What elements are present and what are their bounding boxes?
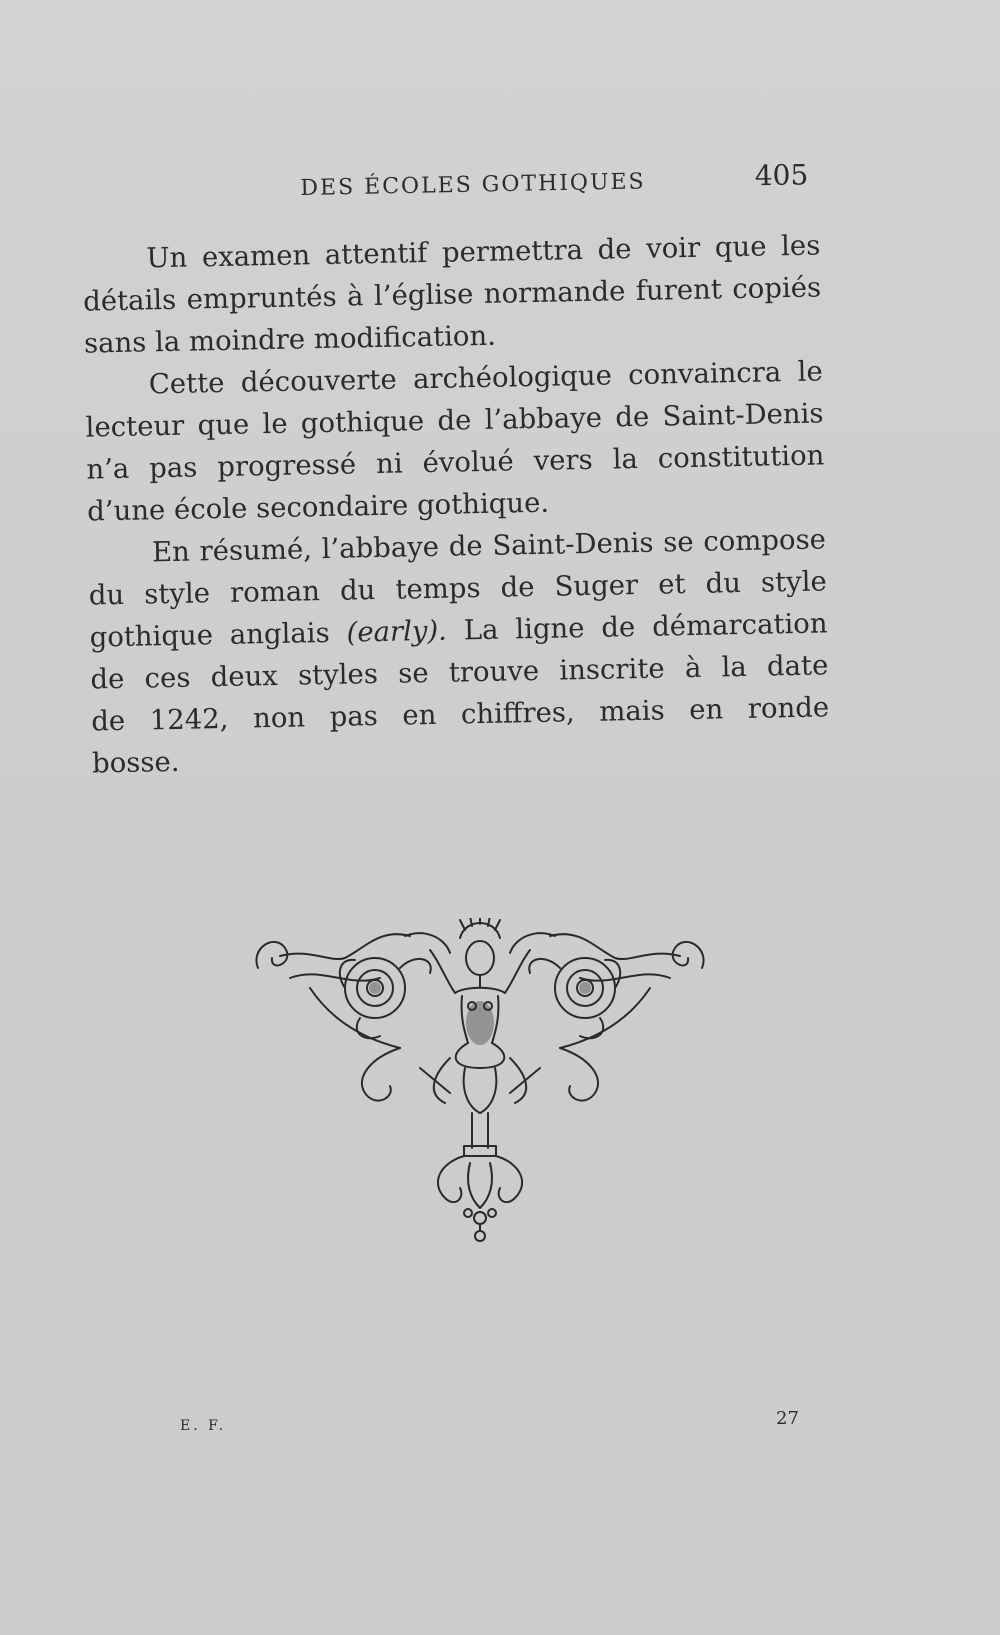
running-title: DES ÉCOLES GOTHIQUES [300, 169, 646, 201]
text-segment: La ligne de démarcation [446, 607, 828, 647]
text-line: de 1242, non pas en chiffres, mais en ronde [90, 691, 830, 738]
paragraph-3 [88, 518, 831, 784]
italic-term: (early). [346, 614, 448, 649]
paragraph-1 [82, 224, 822, 364]
text-line: lecteur que le gothique de l’abbaye de Saint-Denis [85, 397, 824, 444]
running-head [300, 158, 821, 208]
page-number: 405 [754, 158, 809, 193]
text-line: Cette découverte archéologique convaincra le [148, 355, 823, 401]
text-line: de ces deux styles se trouve inscrite à la date [90, 649, 829, 696]
text-line: d’une école secondaire gothique. [86, 486, 550, 528]
sheet-number: 27 [776, 1408, 799, 1429]
text-line: sans la moindre modification. [83, 319, 497, 360]
body-text [82, 224, 830, 783]
text-segment: gothique anglais [89, 616, 347, 654]
text-line: détails empruntés à l’église normande furent copiés [82, 271, 822, 318]
text-line: Un examen attentif permettra de voir que les [146, 229, 821, 275]
ornamental-vignette [250, 918, 710, 1248]
text-line: n’a pas progressé ni évolué vers la constitution [86, 439, 825, 486]
text-line: En résumé, l’abbaye de Saint-Denis se compose [151, 523, 827, 569]
signature-mark: E. F. [180, 1418, 227, 1434]
paragraph-2 [85, 350, 825, 532]
text-line: bosse. [91, 745, 180, 780]
text-line: du style roman du temps de Suger et du style [88, 565, 828, 612]
